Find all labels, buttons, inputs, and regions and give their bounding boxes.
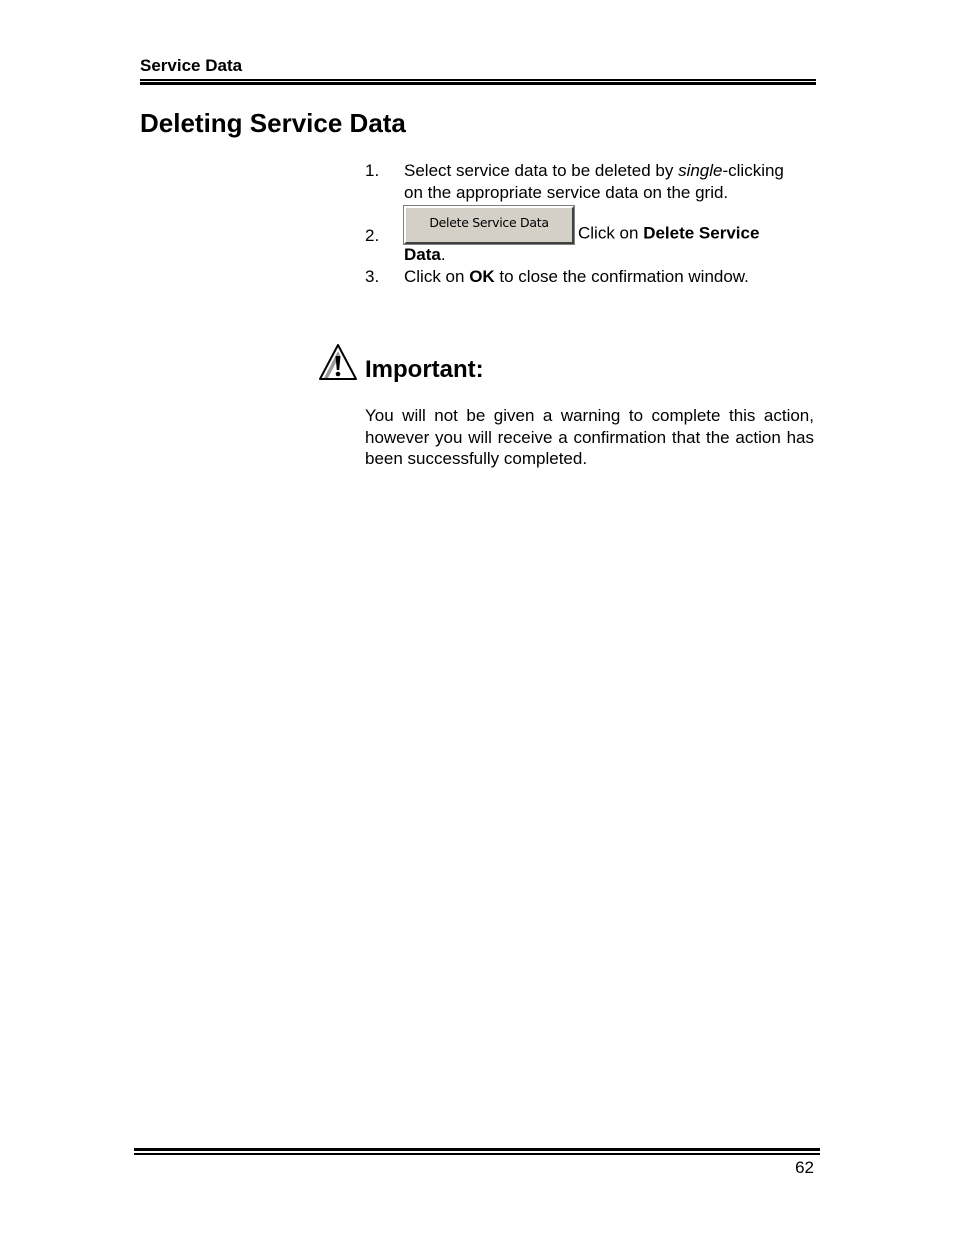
warning-triangle-icon: [318, 343, 358, 381]
step-3: [365, 266, 805, 288]
step-text-part: Select service data to be deleted by: [404, 161, 679, 180]
step-number: 2.: [365, 226, 380, 245]
important-body: You will not be given a warning to complete this action, however you will receive a confirmation that the action has been successfully completed.: [365, 406, 814, 468]
page-number: 62: [795, 1158, 814, 1177]
footer-rule-thick: [134, 1148, 820, 1151]
step-text-part: .: [440, 245, 446, 264]
step-number: 3.: [365, 266, 380, 286]
step-text: [404, 267, 749, 286]
header-section-label: Service Data: [140, 56, 243, 75]
step-2: [365, 206, 805, 266]
step-number: 1.: [365, 161, 380, 180]
step-text-part: Click on: [578, 223, 644, 243]
step-text-part: to close the confirmation window.: [494, 266, 749, 286]
header-rule-thick: [140, 82, 816, 85]
step-1: [365, 160, 805, 203]
step-text-bold: Delete Service Data: [404, 223, 760, 264]
delete-service-data-button[interactable]: Delete Service Data: [404, 206, 574, 244]
step-text-part: Click on: [404, 266, 470, 286]
step-text: [404, 161, 784, 202]
page-title: Deleting Service Data: [140, 108, 406, 138]
footer-rule-thin: [134, 1153, 820, 1155]
header-rule-thin: [140, 79, 816, 81]
step-text-part: -clicking on the appropriate service data on the grid.: [404, 161, 784, 202]
step-text-italic: single: [678, 161, 723, 180]
important-heading: Important:: [365, 356, 484, 383]
steps-list: [365, 160, 805, 287]
step-text-bold: OK: [469, 266, 495, 286]
